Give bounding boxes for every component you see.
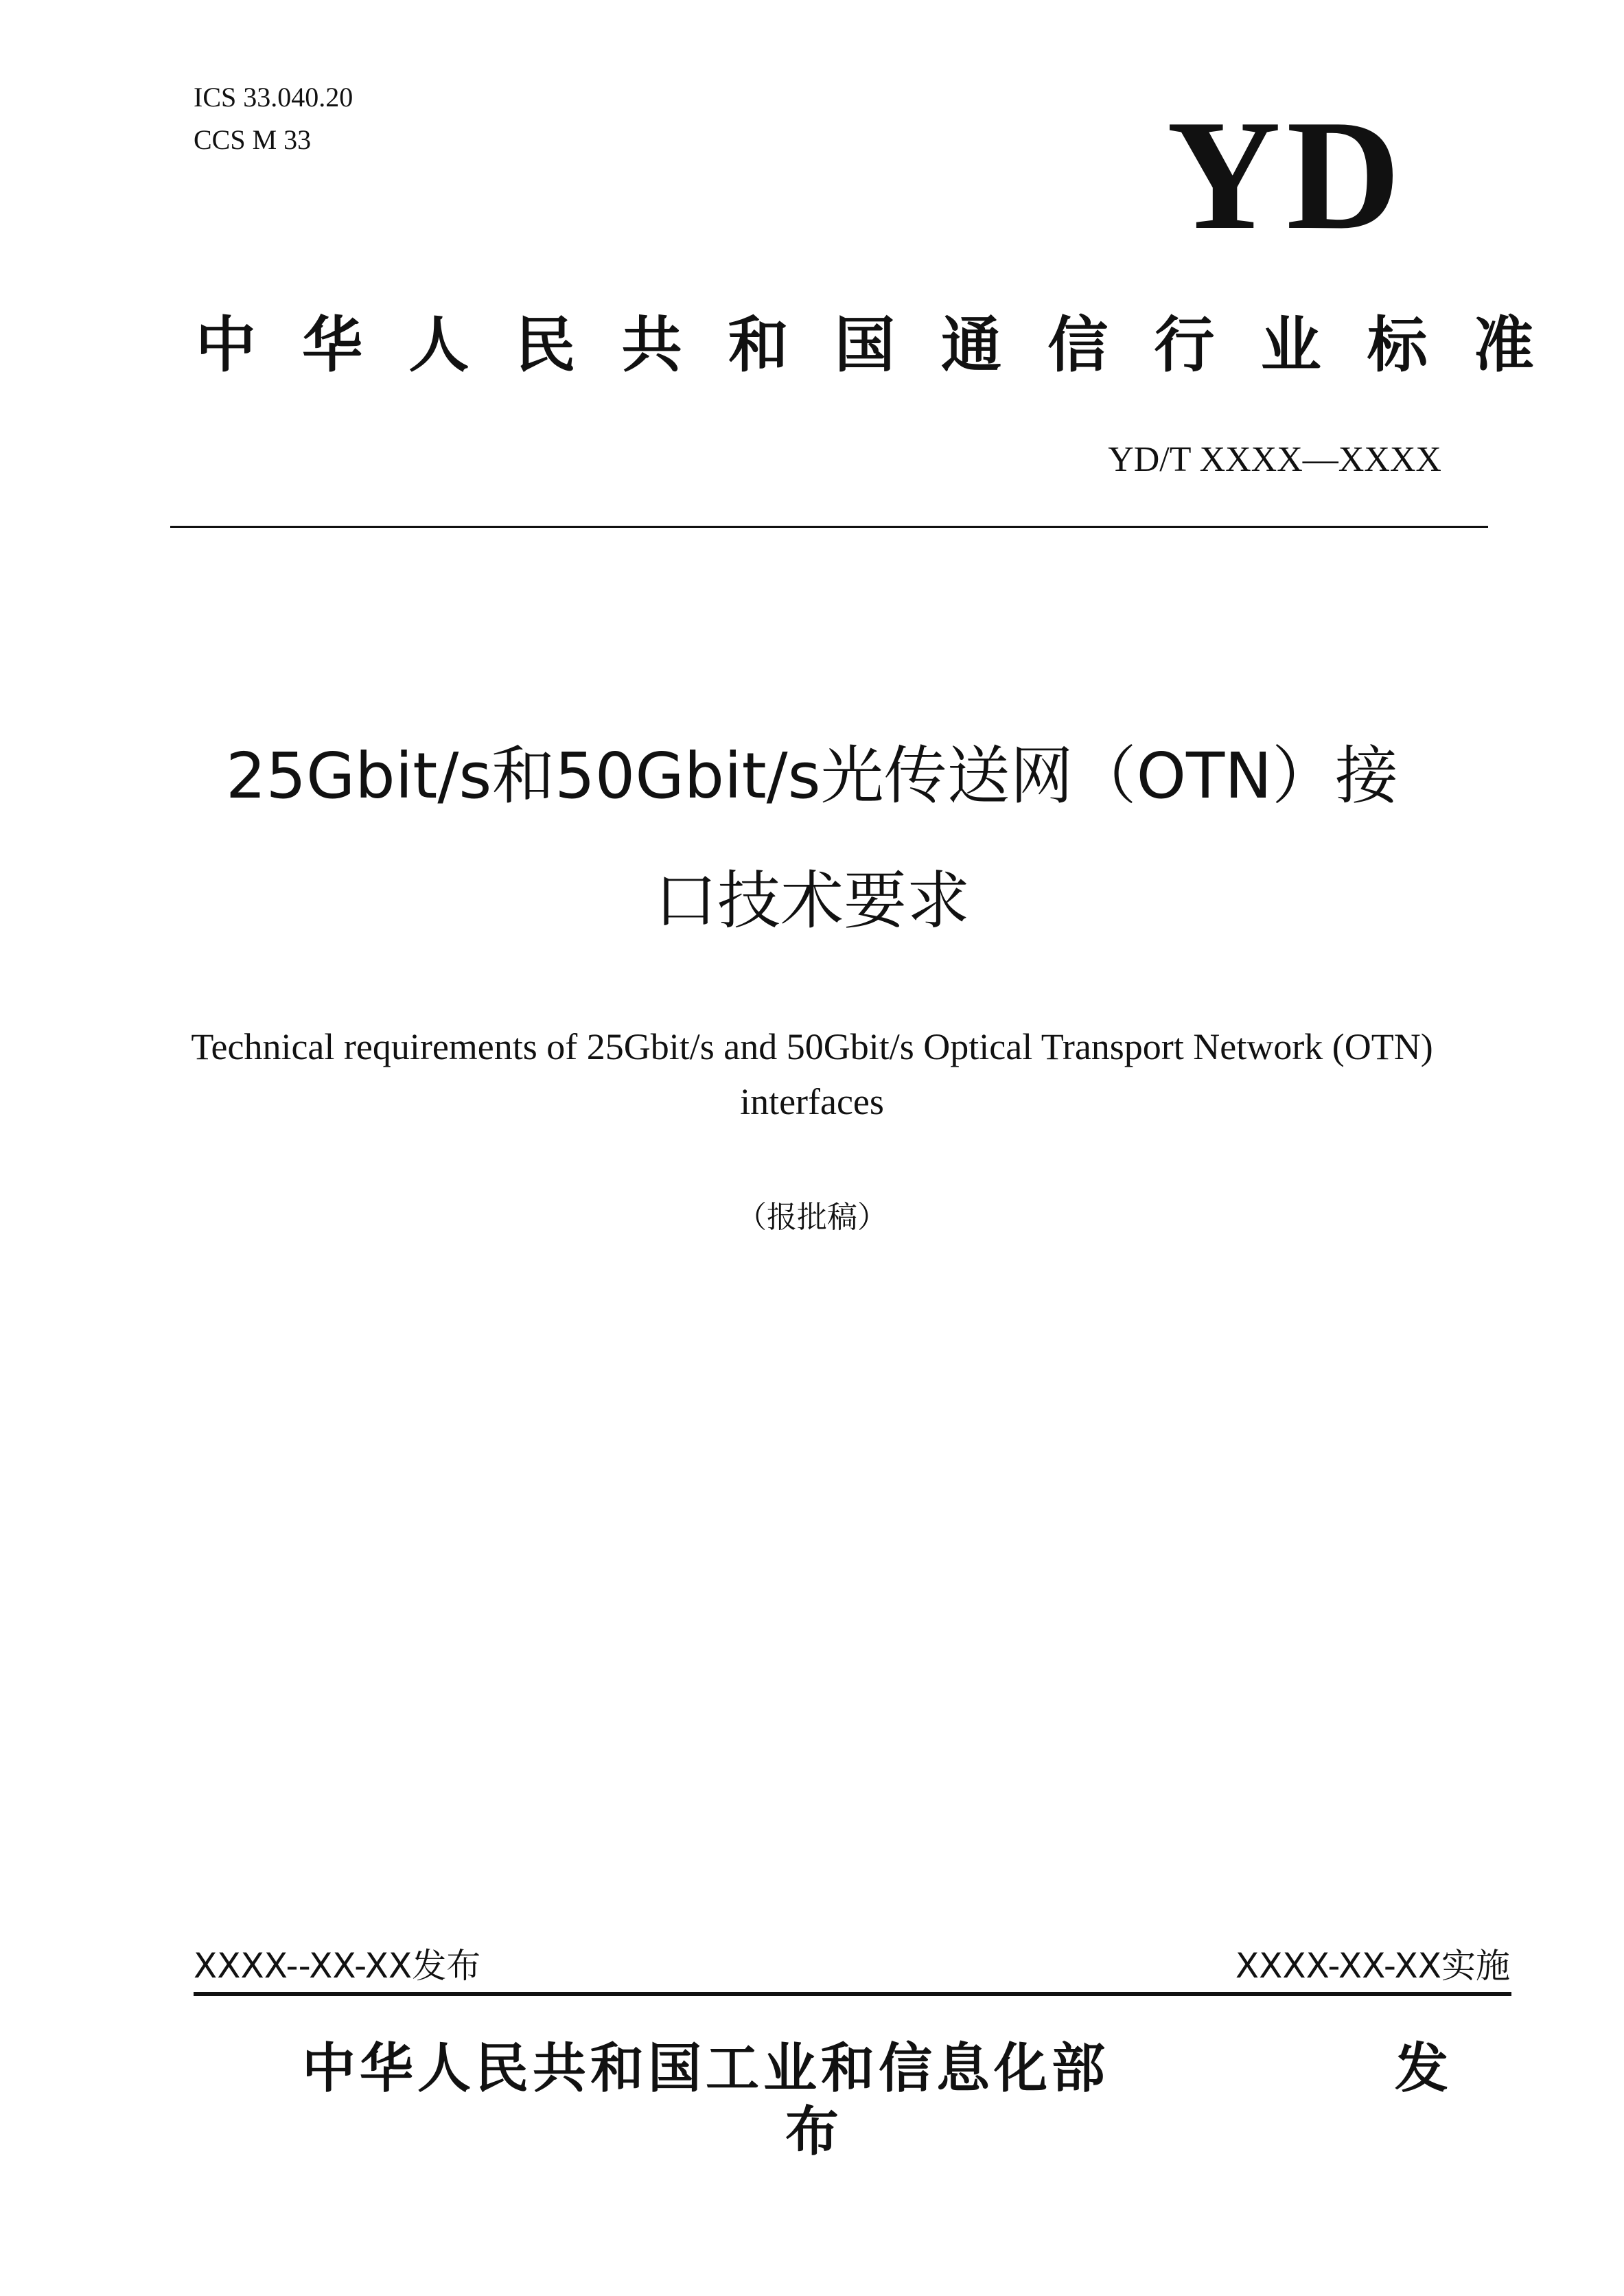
standard-type-char: 信: [1047, 310, 1109, 380]
standard-type-char: 标: [1367, 310, 1428, 380]
standard-type-char: 和: [728, 310, 789, 380]
issuer-suffix: 发: [1394, 2038, 1448, 2100]
standard-type-char: 行: [1154, 310, 1215, 380]
standard-type-char: 通: [941, 310, 1002, 380]
ccs-code: CCS M 33: [194, 124, 312, 155]
standard-type-char: 人: [408, 310, 469, 380]
standard-type-char: 民: [515, 310, 576, 380]
standard-type-char: 华: [302, 310, 363, 380]
standard-type-char: 业: [1260, 310, 1321, 380]
header-divider: [170, 526, 1488, 528]
chinese-title-line-2: 口技术要求: [653, 864, 970, 938]
chinese-title-line-1: 25Gbit/s和50Gbit/s光传送网（OTN）接: [225, 739, 1399, 813]
standard-type-char: 国: [834, 310, 895, 380]
draft-status: （报批稿）: [736, 1200, 888, 1235]
implement-date: XXXX-XX-XX实施: [1235, 1946, 1510, 1986]
yd-logo: YD: [1167, 87, 1406, 262]
ics-code: ICS 33.040.20: [194, 82, 353, 113]
issuer-name: 中华人民共和国工业和信息化部: [302, 2038, 1110, 2100]
issuer-line-1: [302, 2036, 1448, 2102]
issuer-line-2: 布: [785, 2101, 839, 2163]
standard-type-heading: [196, 308, 1534, 383]
footer-divider: [194, 1992, 1511, 1996]
standard-number: YD/T XXXX—XXXX: [1108, 440, 1441, 479]
english-title-line-1: Technical requirements of 25Gbit/s and 50Gbit/s Optical Transport Network (OTN): [191, 1026, 1433, 1067]
standard-type-char: 准: [1473, 310, 1534, 380]
english-title-line-2: interfaces: [740, 1081, 884, 1122]
standard-type-char: 共: [621, 310, 682, 380]
publish-date: XXXX--XX-XX发布: [194, 1946, 481, 1986]
standard-type-char: 中: [196, 310, 257, 380]
